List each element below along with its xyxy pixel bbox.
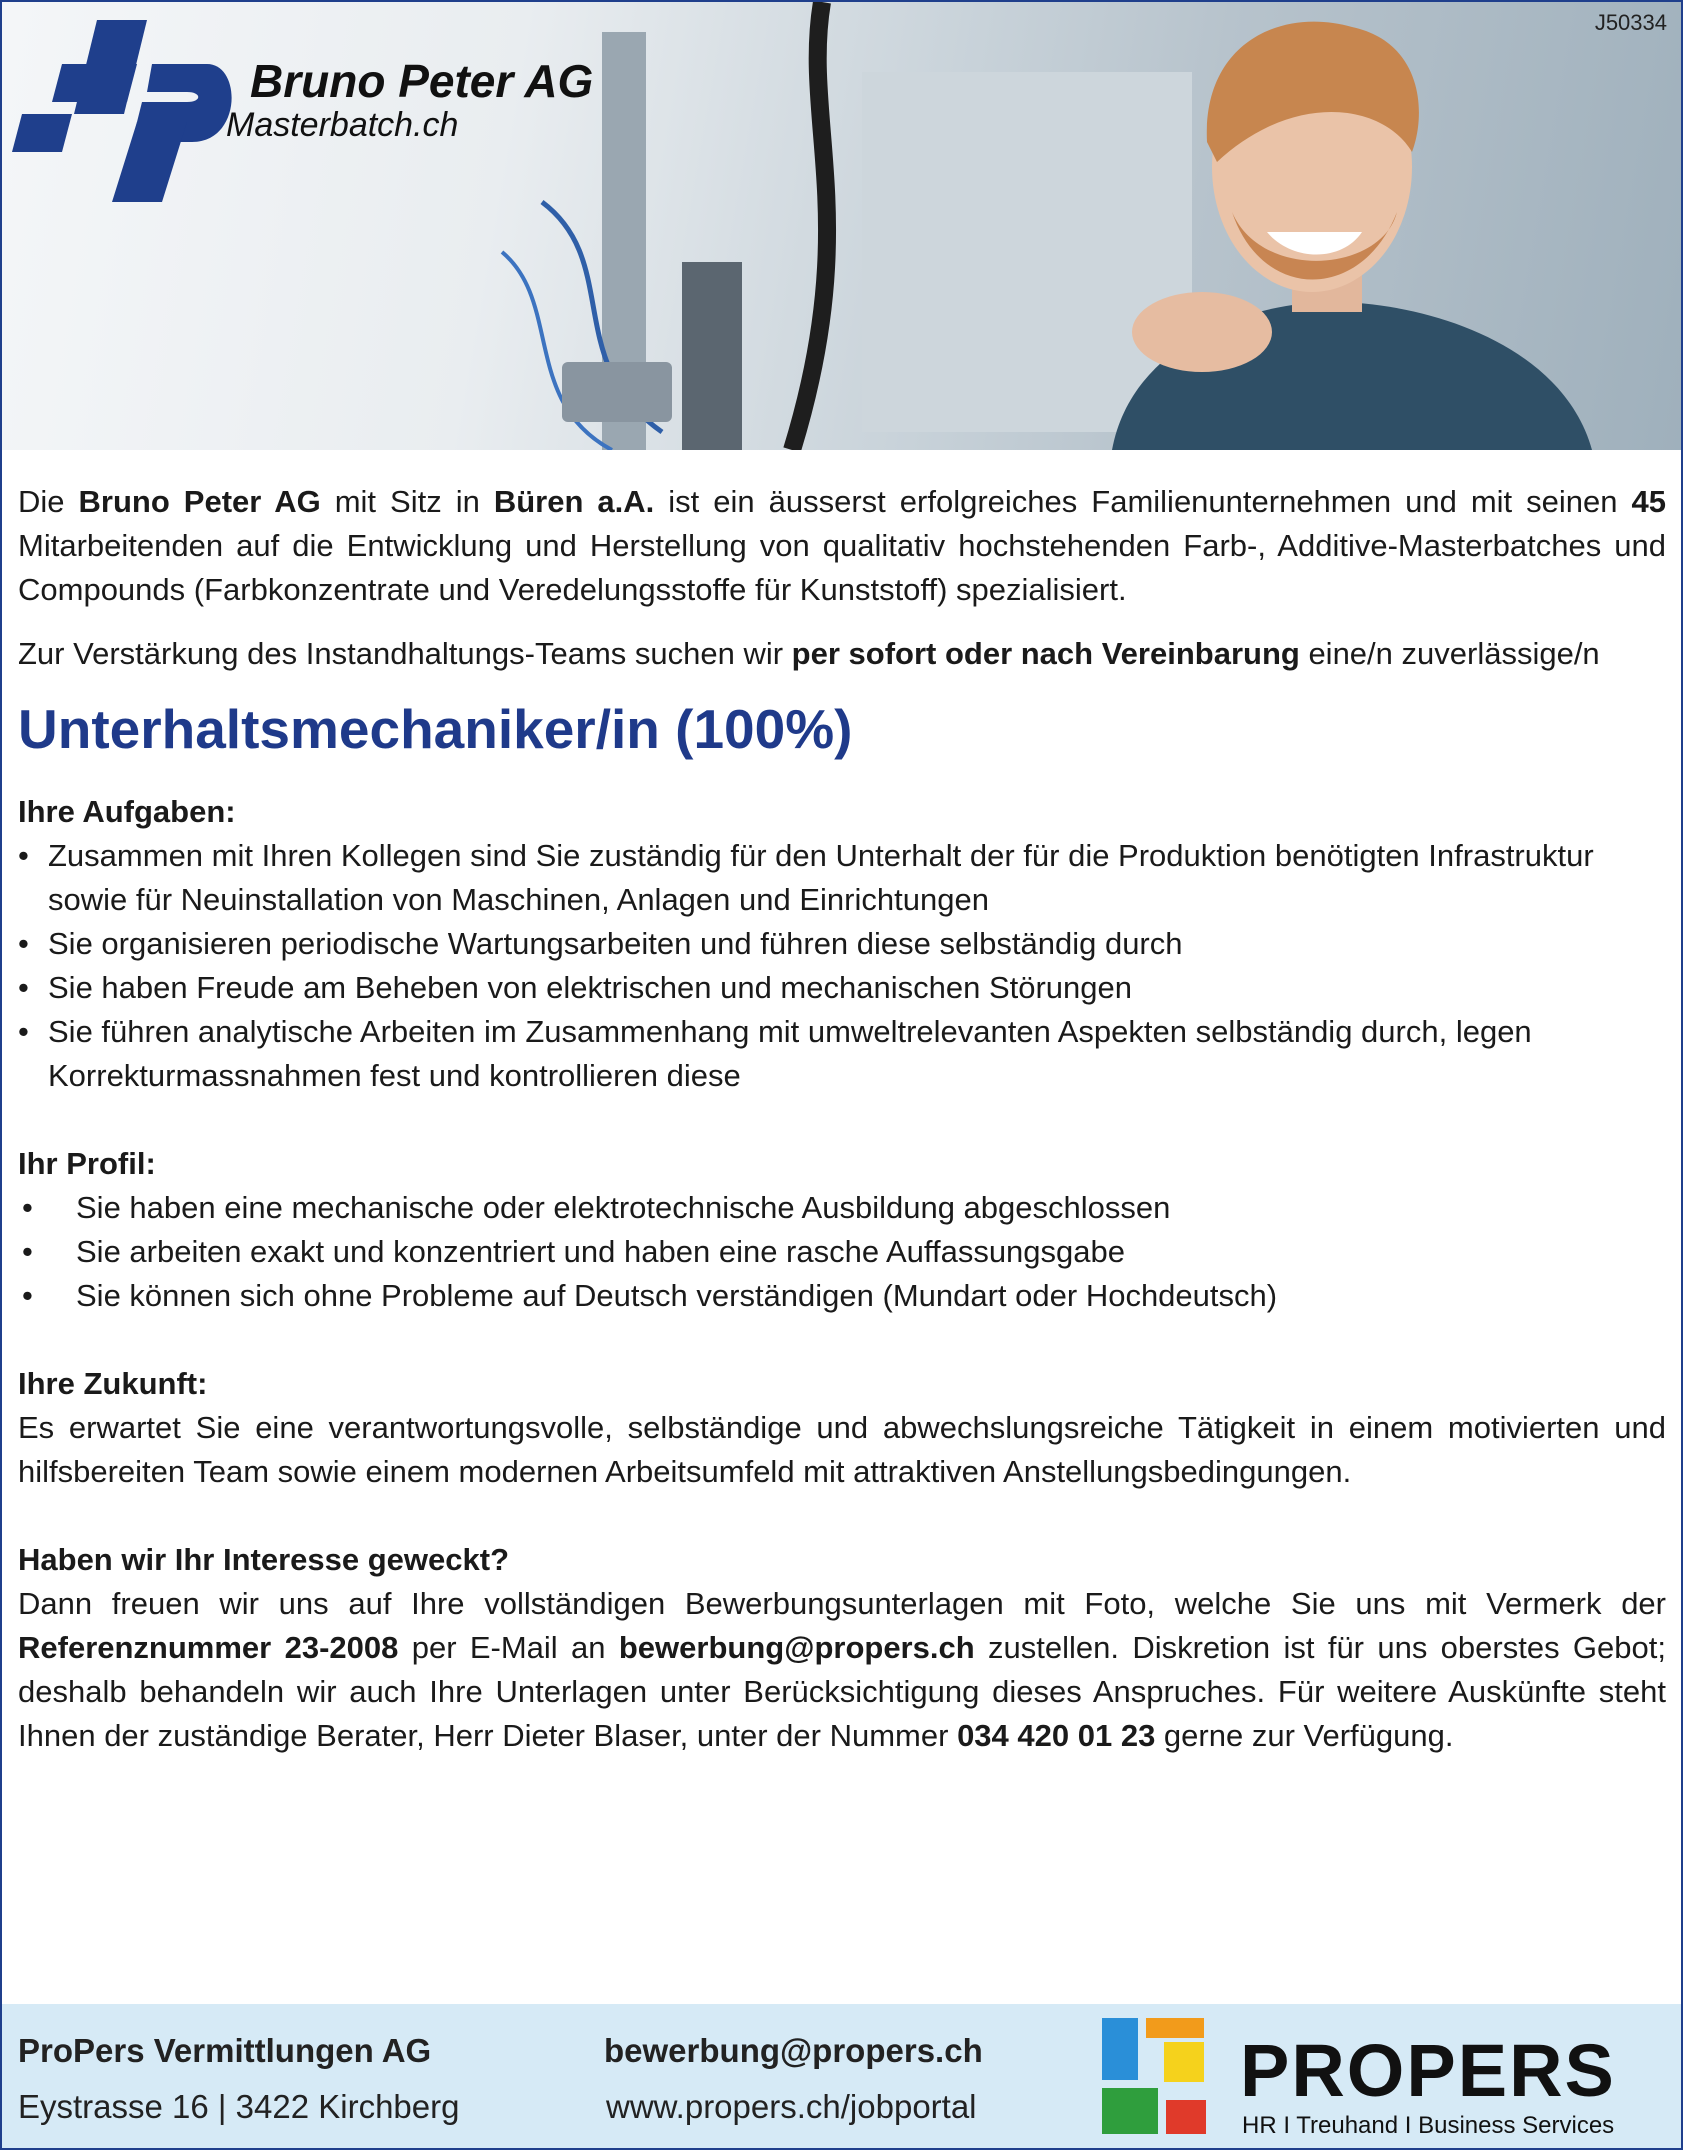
tasks-heading: Ihre Aufgaben: — [18, 794, 236, 829]
email-link[interactable]: bewerbung@propers.ch — [618, 1630, 975, 1665]
person-hand — [1132, 292, 1272, 372]
text: mit Sitz in — [320, 484, 494, 519]
header-banner — [2, 2, 1681, 450]
company-name: Bruno Peter AG — [250, 55, 594, 107]
list-item: • Sie haben Freude am Beheben von elektrischen und mechanischen Störungen — [18, 966, 1666, 1010]
machine-panel — [862, 72, 1192, 432]
text: Die — [18, 484, 79, 519]
intro-paragraph — [18, 480, 1666, 612]
list-item: • Sie führen analytische Arbeiten im Zusammenhang mit umweltrelevanten Aspekten selbständig durch, legen Korrekturmassnahmen fest und kontrollieren diese — [18, 1010, 1666, 1098]
list-item: • Sie können sich ohne Probleme auf Deutsch verständigen (Mundart oder Hochdeutsch) — [18, 1274, 1666, 1318]
bruno-peter-logo-icon — [2, 2, 262, 222]
start-date-highlight: per sofort oder nach Vereinbarung — [791, 636, 1300, 671]
text: zustellen. Diskretion ist für uns oberstes Gebot; deshalb behandeln wir auch Ihre Unterlagen unter Berücksichtigung dieses Anspruches. Für weitere Auskünfte steht Ihnen der zuständige Berater, Herr Dieter Blaser, unter der Nummer — [18, 1630, 1666, 1753]
phone-number[interactable]: 034 420 01 23 — [957, 1718, 1156, 1753]
employee-count: 45 — [1631, 484, 1666, 519]
future-heading: Ihre Zukunft: — [18, 1366, 208, 1401]
footer-company: ProPers Vermittlungen AG — [18, 2032, 432, 2069]
cable-chain — [792, 2, 827, 450]
company-website: Masterbatch.ch — [226, 106, 459, 144]
list-item: • Sie haben eine mechanische oder elektrotechnische Ausbildung abgeschlossen — [18, 1186, 1666, 1230]
list-item: • Sie organisieren periodische Wartungsarbeiten und führen diese selbständig durch — [18, 922, 1666, 966]
tasks-list — [18, 834, 1666, 1098]
profile-list — [18, 1186, 1666, 1318]
text: ist ein äusserst erfolgreiches Familienunternehmen und mit seinen — [654, 484, 1632, 519]
text: eine/n zuverlässige/n — [1299, 636, 1600, 671]
text: per E-Mail an — [398, 1630, 619, 1665]
propers-logo-icon — [1102, 2018, 1212, 2144]
future-text: Es erwartet Sie eine verantwortungsvolle, selbständige und abwechslungsreiche Tätigkeit in einem motivierten und hilfsbereiten Team sowie einem modernen Arbeitsumfeld mit attraktiven Anstellungsbedingungen. — [18, 1410, 1666, 1489]
footer-email-link[interactable]: bewerbung@propers.ch — [604, 2032, 983, 2069]
interest-heading: Haben wir Ihr Interesse geweckt? — [18, 1542, 510, 1577]
footer — [2, 2004, 1681, 2148]
company-highlight: Bruno Peter AG — [78, 484, 321, 519]
footer-address: Eystrasse 16 | 3422 Kirchberg — [18, 2088, 460, 2125]
search-paragraph — [18, 632, 1666, 676]
propers-brand: PROPERS — [1240, 2029, 1616, 2112]
machine-part — [682, 262, 742, 450]
text: Zur Verstärkung des Instandhaltungs-Teams suchen wir — [18, 636, 792, 671]
location-highlight: Büren a.A. — [493, 484, 655, 519]
propers-tagline: HR I Treuhand I Business Services — [1242, 2112, 1615, 2139]
reference-code: J50334 — [1594, 10, 1667, 35]
text: gerne zur Verfügung. — [1155, 1718, 1454, 1753]
text: Mitarbeitenden auf die Entwicklung und Herstellung von qualitativ hochstehenden Farb-, Additive-Masterbatches und Compounds (Farbkonzentrate und Veredelungsstoffe für Kunststoff) spezialisiert. — [18, 528, 1666, 607]
profile-heading: Ihr Profil: — [18, 1146, 156, 1181]
list-item: • Sie arbeiten exakt und konzentriert und haben eine rasche Auffassungsgabe — [18, 1230, 1666, 1274]
job-title: Unterhaltsmechaniker/in (100%) — [18, 698, 853, 760]
interest-text — [18, 1582, 1666, 1758]
list-item: • Zusammen mit Ihren Kollegen sind Sie zuständig für den Unterhalt der für die Produktion benötigten Infrastruktur sowie für Neuinstallation von Maschinen, Anlagen und Einrichtungen — [18, 834, 1666, 922]
text: Dann freuen wir uns auf Ihre vollständigen Bewerbungsunterlagen mit Foto, welche Sie uns mit Vermerk der — [18, 1586, 1666, 1621]
footer-web-link[interactable]: www.propers.ch/jobportal — [606, 2088, 977, 2125]
ad-content — [18, 480, 1666, 1758]
reference-number: Referenznummer 23-2008 — [18, 1630, 399, 1665]
valve-block — [562, 362, 672, 422]
